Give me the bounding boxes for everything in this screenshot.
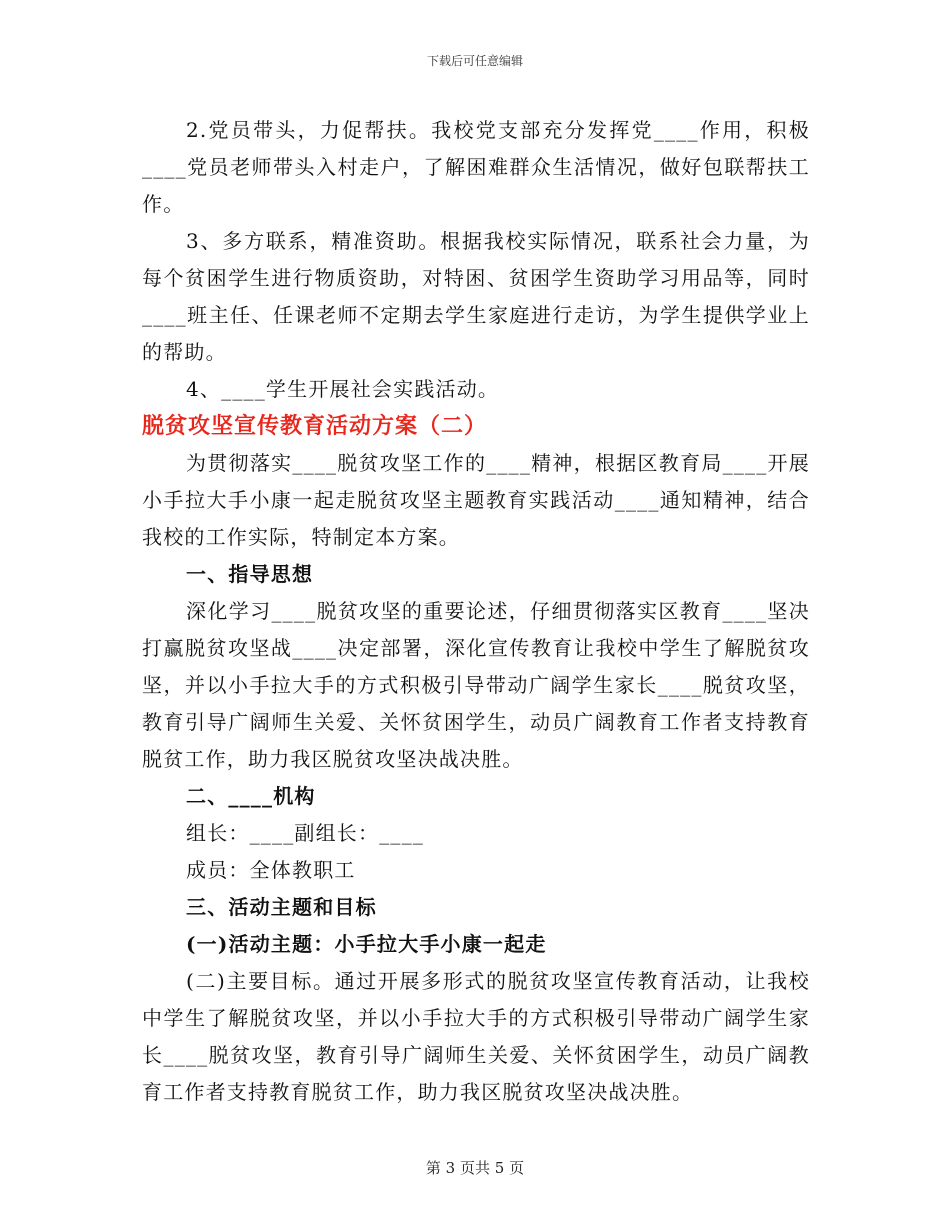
paragraph-leaders: 组长：____副组长：____ [186, 821, 424, 845]
paragraph-members: 成员：全体教职工 [186, 858, 356, 882]
paragraph-intro: 为贯彻落实____脱贫攻坚工作的____精神，根据区教育局____开展小手拉大手小康一起走脱贫攻坚主题教育实践活动____通知精神，结合我校的工作实际，特制定本方案。 [142, 451, 810, 549]
page-header: 下载后可任意编辑 [426, 54, 523, 68]
paragraph-multi-contact: 3、多方联系，精准资助。根据我校实际情况，联系社会力量，为每个贫困学生进行物质资助，对特困、贫困学生资助学习用品等，同时____班主任、任课老师不定期去学生家庭进行走访，为学生提供学业上的帮助。 [142, 229, 810, 364]
document-body [142, 112, 810, 1111]
heading-organization: 二、____机构 [186, 784, 316, 808]
paragraph-main-goals: (二)主要目标。通过开展多形式的脱贫攻坚宣传教育活动，让我校中学生了解脱贫攻坚，并以小手拉大手的方式积极引导带动广阔学生家长____脱贫攻坚，教育引导广阔师生关爱、关怀贫困学生，动员广阔教育工作者支持教育脱贫工作，助力我区脱贫攻坚决战决胜。 [142, 969, 810, 1104]
section-title: 脱贫攻坚宣传教育活动方案（二） [142, 413, 488, 439]
paragraph-party-members: 2.党员带头，力促帮扶。我校党支部充分发挥党____作用，积极____党员老师带头入村走户，了解困难群众生活情况，做好包联帮扶工作。 [142, 118, 810, 216]
paragraph-social-practice: 4、____学生开展社会实践活动。 [186, 377, 500, 401]
heading-guiding-ideology: 一、指导思想 [186, 562, 314, 586]
page-footer: 第 3 页共 5 页 [425, 1159, 525, 1177]
heading-theme-goals: 三、活动主题和目标 [186, 895, 377, 919]
paragraph-guiding-ideology: 深化学习____脱贫攻坚的重要论述，仔细贯彻落实区教育____坚决打赢脱贫攻坚战____决定部署，深化宣传教育让我校中学生了解脱贫攻坚，并以小手拉大手的方式积极引导带动广阔学生家长____脱贫攻坚，教育引导广阔师生关爱、关怀贫困学生，动员广阔教育工作者支持教育脱贫工作，助力我区脱贫攻坚决战决胜。 [142, 599, 810, 771]
heading-activity-theme: (一)活动主题：小手拉大手小康一起走 [186, 932, 547, 956]
